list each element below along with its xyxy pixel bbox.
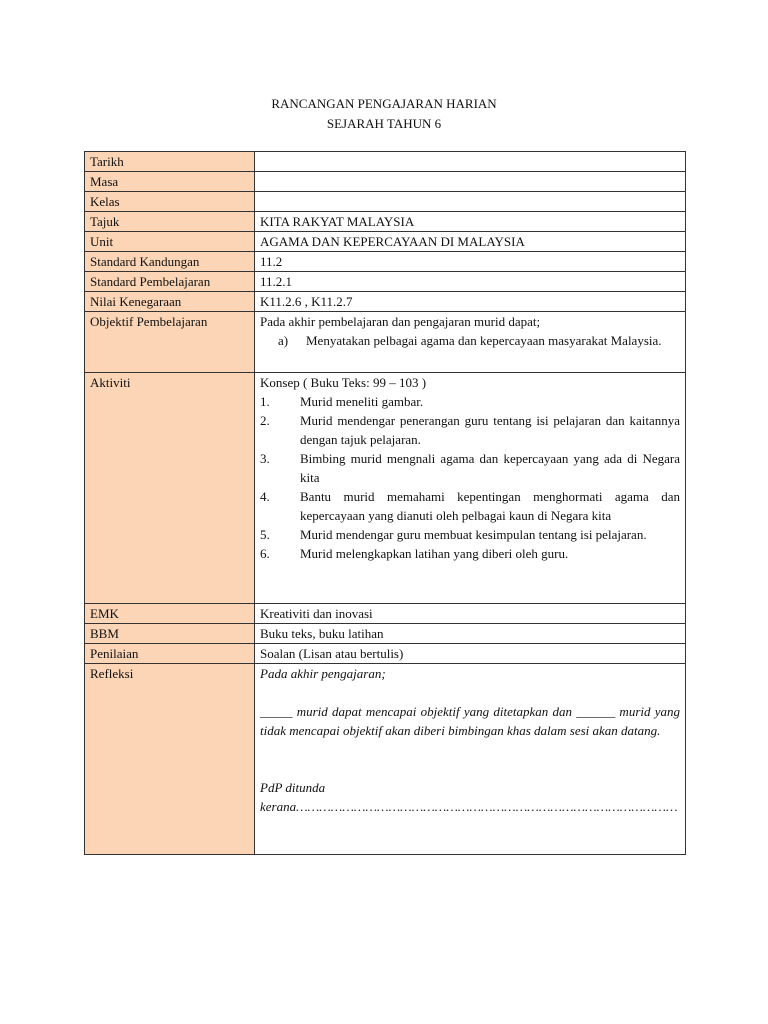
list-item <box>260 392 680 411</box>
list-item <box>260 544 680 563</box>
objektif-item <box>260 331 680 350</box>
row-standard-pembelajaran <box>85 272 686 292</box>
row-objektif <box>85 312 686 373</box>
value-tajuk: KITA RAKYAT MALAYSIA <box>255 212 686 232</box>
document-subtitle: SEJARAH TAHUN 6 <box>326 116 442 131</box>
item-text: Murid meneliti gambar. <box>300 394 424 409</box>
value-refleksi <box>255 664 686 855</box>
value-tarikh <box>255 152 686 172</box>
item-number: 5. <box>260 527 270 542</box>
item-text: Murid melengkapkan latihan yang diberi oleh guru. <box>300 546 569 561</box>
refleksi-spacer <box>260 683 680 702</box>
value-kelas <box>255 192 686 212</box>
row-tarikh <box>85 152 686 172</box>
list-item <box>260 411 680 449</box>
row-refleksi <box>85 664 686 855</box>
value-nilai-kenegaraan: K11.2.6 , K11.2.7 <box>255 292 686 312</box>
value-aktiviti <box>255 373 686 604</box>
label-emk: EMK <box>85 604 255 624</box>
aktiviti-list <box>260 392 680 563</box>
label-nilai-kenegaraan: Nilai Kenegaraan <box>85 292 255 312</box>
objektif-intro: Pada akhir pembelajaran dan pengajaran murid dapat; <box>260 314 541 329</box>
row-unit <box>85 232 686 252</box>
item-number: 2. <box>260 413 270 428</box>
row-standard-kandungan <box>85 252 686 272</box>
row-bbm <box>85 624 686 644</box>
label-refleksi: Refleksi <box>85 664 255 855</box>
objektif-item-text: Menyatakan pelbagai agama dan kepercayaan masyarakat Malaysia. <box>306 333 662 348</box>
label-masa: Masa <box>85 172 255 192</box>
value-penilaian: Soalan (Lisan atau bertulis) <box>255 644 686 664</box>
row-tajuk <box>85 212 686 232</box>
label-unit: Unit <box>85 232 255 252</box>
refleksi-line-4: kerana……………………………………………………………………………………… <box>260 799 678 814</box>
value-objektif <box>255 312 686 373</box>
item-text: Bantu murid memahami kepentingan menghormati agama dan kepercayaan yang dianuti oleh pelbagai kaun di Negara kita <box>300 489 680 523</box>
label-standard-pembelajaran: Standard Pembelajaran <box>85 272 255 292</box>
refleksi-line-2: _____ murid dapat mencapai objektif yang ditetapkan dan ______ murid yang tidak mencapai objektif akan diberi bimbingan khas dalam sesi akan datang. <box>260 704 680 738</box>
list-item <box>260 449 680 487</box>
list-item <box>260 525 680 544</box>
label-bbm: BBM <box>85 624 255 644</box>
item-number: 6. <box>260 546 270 561</box>
row-nilai-kenegaraan <box>85 292 686 312</box>
refleksi-line-1: Pada akhir pengajaran; <box>260 666 386 681</box>
value-masa <box>255 172 686 192</box>
aktiviti-intro: Konsep ( Buku Teks: 99 – 103 ) <box>260 375 427 390</box>
value-unit: AGAMA DAN KEPERCAYAAN DI MALAYSIA <box>255 232 686 252</box>
label-standard-kandungan: Standard Kandungan <box>85 252 255 272</box>
document-title: RANCANGAN PENGAJARAN HARIAN <box>271 96 497 111</box>
item-number: 3. <box>260 451 270 466</box>
item-text: Bimbing murid mengnali agama dan kepercayaan yang ada di Negara kita <box>300 451 680 485</box>
row-emk <box>85 604 686 624</box>
label-penilaian: Penilaian <box>85 644 255 664</box>
item-number: 4. <box>260 489 270 504</box>
document-header <box>0 94 768 134</box>
item-text: Murid mendengar guru membuat kesimpulan tentang isi pelajaran. <box>300 527 647 542</box>
value-bbm: Buku teks, buku latihan <box>255 624 686 644</box>
row-aktiviti <box>85 373 686 604</box>
label-aktiviti: Aktiviti <box>85 373 255 604</box>
label-objektif: Objektif Pembelajaran <box>85 312 255 373</box>
list-item <box>260 487 680 525</box>
label-kelas: Kelas <box>85 192 255 212</box>
item-text: Murid mendengar penerangan guru tentang isi pelajaran dan kaitannya dengan tajuk pelajaran. <box>300 413 680 447</box>
value-emk: Kreativiti dan inovasi <box>255 604 686 624</box>
row-penilaian <box>85 644 686 664</box>
label-tajuk: Tajuk <box>85 212 255 232</box>
value-standard-kandungan: 11.2 <box>255 252 686 272</box>
item-number: 1. <box>260 394 270 409</box>
row-kelas <box>85 192 686 212</box>
row-masa <box>85 172 686 192</box>
lesson-plan-table <box>84 151 686 855</box>
value-standard-pembelajaran: 11.2.1 <box>255 272 686 292</box>
refleksi-spacer <box>260 740 680 778</box>
objektif-item-marker: a) <box>278 333 289 348</box>
label-tarikh: Tarikh <box>85 152 255 172</box>
refleksi-line-3: PdP ditunda <box>260 780 326 795</box>
